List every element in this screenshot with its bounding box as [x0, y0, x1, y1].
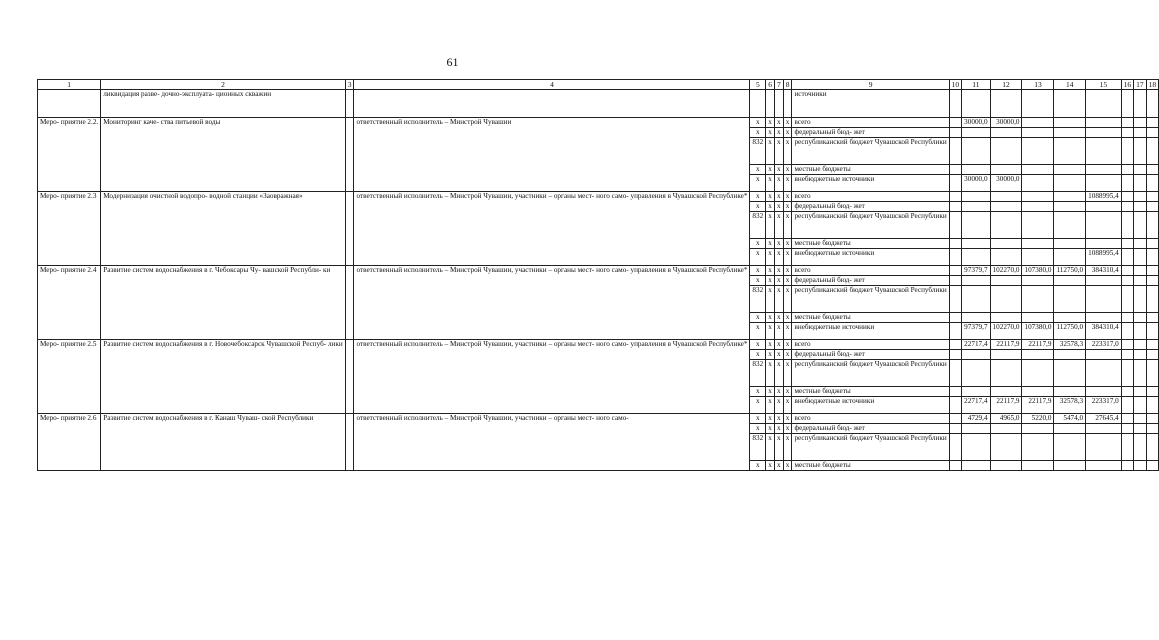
- target-code: x: [774, 434, 783, 461]
- funding-source: федеральный бюд- жет: [792, 424, 949, 434]
- target-code: x: [774, 414, 783, 424]
- expense-type: x: [783, 340, 792, 350]
- value-cell: 32578,3: [1054, 340, 1086, 350]
- value-cell: [1022, 202, 1054, 212]
- value-cell: [1086, 424, 1122, 434]
- value-cell: [962, 249, 990, 266]
- value-cell: [1054, 461, 1086, 471]
- section-code: x: [766, 340, 775, 350]
- funding-source: источники: [792, 90, 949, 118]
- value-cell: [962, 286, 990, 313]
- value-cell: 32578,3: [1054, 397, 1086, 414]
- budget-code: x: [750, 175, 766, 192]
- value-cell: [1086, 239, 1122, 249]
- value-cell: 97379,7: [962, 266, 990, 276]
- value-cell: 22117,9: [1022, 397, 1054, 414]
- value-cell: [990, 360, 1022, 387]
- section-code: x: [766, 286, 775, 313]
- col-header: 14: [1054, 80, 1086, 90]
- value-cell: [990, 202, 1022, 212]
- activity-name: ликвидация разве- дочно-эксплуата- ционных скважин: [101, 90, 346, 118]
- target-code: x: [774, 266, 783, 276]
- col-header: 6: [766, 80, 775, 90]
- value-cell: [1022, 350, 1054, 360]
- col-header: 5: [750, 80, 766, 90]
- funding-source: республиканский бюджет Чувашской Республики: [792, 212, 949, 239]
- budget-code: x: [750, 340, 766, 350]
- value-cell: [1054, 350, 1086, 360]
- budget-code: x: [750, 414, 766, 424]
- budget-code: x: [750, 424, 766, 434]
- value-cell: [1022, 175, 1054, 192]
- target-code: x: [774, 249, 783, 266]
- value-cell: 102270,0: [990, 323, 1022, 340]
- value-cell: [990, 461, 1022, 471]
- budget-code: x: [750, 276, 766, 286]
- value-cell: [1086, 276, 1122, 286]
- value-cell: [990, 313, 1022, 323]
- value-cell: [962, 276, 990, 286]
- value-cell: 22117,9: [990, 340, 1022, 350]
- target-code: x: [774, 128, 783, 138]
- expense-type: x: [783, 276, 792, 286]
- value-cell: [1022, 128, 1054, 138]
- target-code: x: [774, 461, 783, 471]
- value-cell: [1054, 128, 1086, 138]
- section-code: x: [766, 165, 775, 175]
- budget-code: x: [750, 387, 766, 397]
- expense-type: x: [783, 266, 792, 276]
- page-number: 61: [446, 55, 459, 69]
- value-cell: [1054, 276, 1086, 286]
- budget-code: x: [750, 192, 766, 202]
- value-cell: [990, 192, 1022, 202]
- col-header: 13: [1022, 80, 1054, 90]
- value-cell: 102270,0: [990, 266, 1022, 276]
- value-cell: [1054, 165, 1086, 175]
- value-cell: [990, 387, 1022, 397]
- expense-type: x: [783, 118, 792, 128]
- responsible-executor: ответственный исполнитель – Минстрой Чувашии, участники – органы мест- ного само- управления в Чувашской Республике*: [354, 340, 750, 414]
- value-cell: 30000,0: [962, 175, 990, 192]
- value-cell: [962, 138, 990, 165]
- activity-number: Меро- приятие 2.5: [38, 340, 101, 414]
- value-cell: [1054, 387, 1086, 397]
- value-cell: 223317,0: [1086, 340, 1122, 350]
- value-cell: [962, 461, 990, 471]
- col-header: 7: [774, 80, 783, 90]
- section-code: x: [766, 414, 775, 424]
- funding-source: республиканский бюджет Чувашской Республики: [792, 138, 949, 165]
- budget-code: x: [750, 350, 766, 360]
- value-cell: [962, 202, 990, 212]
- table-row: [38, 266, 1159, 276]
- section-code: x: [766, 128, 775, 138]
- value-cell: [990, 286, 1022, 313]
- target-code: x: [774, 387, 783, 397]
- value-cell: [1086, 313, 1122, 323]
- col-header: 2: [101, 80, 346, 90]
- section-code: x: [766, 323, 775, 340]
- col-header: 17: [1134, 80, 1147, 90]
- target-code: x: [774, 424, 783, 434]
- value-cell: [1054, 192, 1086, 202]
- table-row: [38, 340, 1159, 350]
- program-table: [37, 79, 1159, 471]
- col-header: 11: [962, 80, 990, 90]
- section-code: x: [766, 350, 775, 360]
- value-cell: [1054, 424, 1086, 434]
- expense-type: x: [783, 434, 792, 461]
- section-code: x: [766, 202, 775, 212]
- value-cell: [1054, 138, 1086, 165]
- responsible-executor: ответственный исполнитель – Минстрой Чувашии: [354, 118, 750, 192]
- budget-code: x: [750, 239, 766, 249]
- value-cell: [1086, 175, 1122, 192]
- expense-type: x: [783, 165, 792, 175]
- budget-code: 832: [750, 434, 766, 461]
- target-code: x: [774, 286, 783, 313]
- budget-code: 832: [750, 138, 766, 165]
- section-code: x: [766, 138, 775, 165]
- funding-source: местные бюджеты: [792, 165, 949, 175]
- value-cell: 97379,7: [962, 323, 990, 340]
- table-row: [38, 90, 1159, 118]
- col-header: 3: [345, 80, 354, 90]
- funding-source: внебюджетные источники: [792, 249, 949, 266]
- value-cell: [1054, 202, 1086, 212]
- expense-type: x: [783, 461, 792, 471]
- target-code: x: [774, 118, 783, 128]
- expense-type: x: [783, 397, 792, 414]
- value-cell: 30000,0: [990, 118, 1022, 128]
- target-code: x: [774, 360, 783, 387]
- target-code: x: [774, 276, 783, 286]
- value-cell: [1022, 165, 1054, 175]
- target-code: x: [774, 323, 783, 340]
- funding-source: внебюджетные источники: [792, 175, 949, 192]
- budget-code: 832: [750, 360, 766, 387]
- budget-code: x: [750, 266, 766, 276]
- section-code: x: [766, 360, 775, 387]
- funding-source: федеральный бюд- жет: [792, 128, 949, 138]
- expense-type: x: [783, 323, 792, 340]
- value-cell: 112750,0: [1054, 266, 1086, 276]
- value-cell: [1022, 387, 1054, 397]
- section-code: x: [766, 387, 775, 397]
- value-cell: [1086, 212, 1122, 239]
- budget-code: 832: [750, 212, 766, 239]
- col-header: 10: [949, 80, 962, 90]
- budget-code: x: [750, 165, 766, 175]
- section-code: x: [766, 313, 775, 323]
- funding-source: местные бюджеты: [792, 239, 949, 249]
- budget-code: x: [750, 128, 766, 138]
- expense-type: x: [783, 414, 792, 424]
- value-cell: [990, 128, 1022, 138]
- value-cell: 384310,4: [1086, 323, 1122, 340]
- funding-source: федеральный бюд- жет: [792, 276, 949, 286]
- funding-source: всего: [792, 414, 949, 424]
- value-cell: [962, 313, 990, 323]
- value-cell: [1022, 212, 1054, 239]
- activity-name: Развитие систем водоснабжения в г. Канаш Чуваш- ской Республики: [101, 414, 346, 471]
- value-cell: [1054, 249, 1086, 266]
- target-code: x: [774, 212, 783, 239]
- value-cell: [990, 212, 1022, 239]
- section-code: x: [766, 434, 775, 461]
- funding-source: внебюджетные источники: [792, 323, 949, 340]
- value-cell: [1086, 128, 1122, 138]
- section-code: x: [766, 212, 775, 239]
- expense-type: x: [783, 175, 792, 192]
- responsible-executor: ответственный исполнитель – Минстрой Чувашии, участники – органы мест- ного само- управления в Чувашской Республике*: [354, 192, 750, 266]
- value-cell: [962, 434, 990, 461]
- value-cell: [1086, 461, 1122, 471]
- value-cell: [1054, 239, 1086, 249]
- activity-number: Меро- приятие 2.4: [38, 266, 101, 340]
- section-code: x: [766, 397, 775, 414]
- table-row: [38, 414, 1159, 424]
- target-code: x: [774, 192, 783, 202]
- value-cell: [1022, 434, 1054, 461]
- table-row: [38, 118, 1159, 128]
- activity-name: Развитие систем водоснабжения в г. Новочебоксарск Чувашской Респуб- лики: [101, 340, 346, 414]
- funding-source: республиканский бюджет Чувашской Республики: [792, 286, 949, 313]
- value-cell: [1022, 313, 1054, 323]
- value-cell: [1086, 165, 1122, 175]
- value-cell: [1022, 360, 1054, 387]
- target-code: x: [774, 239, 783, 249]
- value-cell: 107380,0: [1022, 323, 1054, 340]
- funding-source: всего: [792, 118, 949, 128]
- activity-name: Модернизация очистной водопро- водной станции «Заовражная»: [101, 192, 346, 266]
- funding-source: всего: [792, 340, 949, 350]
- target-code: x: [774, 165, 783, 175]
- value-cell: [962, 360, 990, 387]
- value-cell: 112750,0: [1054, 323, 1086, 340]
- value-cell: [1086, 360, 1122, 387]
- budget-code: x: [750, 461, 766, 471]
- responsible-executor: ответственный исполнитель – Минстрой Чувашии, участники – органы мест- ного само- управления в Чувашской Республике*: [354, 266, 750, 340]
- value-cell: 107380,0: [1022, 266, 1054, 276]
- col-header: 12: [990, 80, 1022, 90]
- value-cell: [990, 434, 1022, 461]
- expense-type: x: [783, 202, 792, 212]
- value-cell: [990, 249, 1022, 266]
- funding-source: местные бюджеты: [792, 387, 949, 397]
- budget-code: x: [750, 323, 766, 340]
- value-cell: [1054, 313, 1086, 323]
- expense-type: x: [783, 138, 792, 165]
- expense-type: x: [783, 286, 792, 313]
- value-cell: [1086, 138, 1122, 165]
- funding-source: республиканский бюджет Чувашской Республики: [792, 360, 949, 387]
- col-header: 18: [1146, 80, 1159, 90]
- section-code: x: [766, 175, 775, 192]
- value-cell: [990, 424, 1022, 434]
- expense-type: x: [783, 313, 792, 323]
- value-cell: [1086, 434, 1122, 461]
- expense-type: x: [783, 212, 792, 239]
- value-cell: [1022, 286, 1054, 313]
- value-cell: 22117,9: [1022, 340, 1054, 350]
- value-cell: [1086, 286, 1122, 313]
- value-cell: [962, 212, 990, 239]
- budget-code: x: [750, 397, 766, 414]
- value-cell: [1086, 202, 1122, 212]
- funding-source: республиканский бюджет Чувашской Республики: [792, 434, 949, 461]
- value-cell: [1054, 434, 1086, 461]
- target-code: x: [774, 313, 783, 323]
- value-cell: 1088995,4: [1086, 192, 1122, 202]
- responsible-executor: ответственный исполнитель – Минстрой Чувашии, участники – органы мест- ного само-: [354, 414, 750, 471]
- value-cell: [962, 350, 990, 360]
- expense-type: x: [783, 360, 792, 387]
- section-code: x: [766, 118, 775, 128]
- activity-name: Развитие систем водоснабжения в г. Чебоксары Чу- вашской Республи- ки: [101, 266, 346, 340]
- expense-type: x: [783, 192, 792, 202]
- col-header: 1: [38, 80, 101, 90]
- value-cell: [962, 128, 990, 138]
- value-cell: 4729,4: [962, 414, 990, 424]
- funding-source: федеральный бюд- жет: [792, 350, 949, 360]
- value-cell: 22717,4: [962, 340, 990, 350]
- expense-type: x: [783, 424, 792, 434]
- section-code: x: [766, 192, 775, 202]
- section-code: x: [766, 461, 775, 471]
- funding-source: федеральный бюд- жет: [792, 202, 949, 212]
- expense-type: x: [783, 239, 792, 249]
- budget-code: x: [750, 313, 766, 323]
- value-cell: [1054, 360, 1086, 387]
- target-code: x: [774, 202, 783, 212]
- value-cell: [1054, 286, 1086, 313]
- expense-type: x: [783, 249, 792, 266]
- section-code: x: [766, 424, 775, 434]
- target-code: x: [774, 397, 783, 414]
- value-cell: [990, 138, 1022, 165]
- section-code: x: [766, 249, 775, 266]
- value-cell: [990, 276, 1022, 286]
- col-header: 16: [1121, 80, 1134, 90]
- expense-type: x: [783, 128, 792, 138]
- value-cell: [1022, 192, 1054, 202]
- value-cell: [1022, 239, 1054, 249]
- col-header: 4: [354, 80, 750, 90]
- section-code: x: [766, 239, 775, 249]
- funding-source: внебюджетные источники: [792, 397, 949, 414]
- value-cell: [990, 239, 1022, 249]
- value-cell: [990, 350, 1022, 360]
- budget-code: x: [750, 249, 766, 266]
- funding-source: всего: [792, 192, 949, 202]
- value-cell: 5220,0: [1022, 414, 1054, 424]
- target-code: x: [774, 138, 783, 165]
- value-cell: [1054, 212, 1086, 239]
- value-cell: [1086, 118, 1122, 128]
- expense-type: x: [783, 350, 792, 360]
- value-cell: [1022, 249, 1054, 266]
- table-row: [38, 192, 1159, 202]
- budget-code: 832: [750, 286, 766, 313]
- activity-name: Мониторинг каче- ства питьевой воды: [101, 118, 346, 192]
- expense-type: x: [783, 387, 792, 397]
- value-cell: [1022, 138, 1054, 165]
- value-cell: [1022, 424, 1054, 434]
- value-cell: 22717,4: [962, 397, 990, 414]
- value-cell: 30000,0: [962, 118, 990, 128]
- value-cell: [1022, 118, 1054, 128]
- value-cell: [1022, 276, 1054, 286]
- value-cell: [1054, 118, 1086, 128]
- value-cell: [990, 165, 1022, 175]
- value-cell: 4965,0: [990, 414, 1022, 424]
- value-cell: [1054, 175, 1086, 192]
- section-code: x: [766, 266, 775, 276]
- value-cell: [962, 424, 990, 434]
- col-header: 15: [1086, 80, 1122, 90]
- col-header: 8: [783, 80, 792, 90]
- value-cell: [962, 387, 990, 397]
- section-code: x: [766, 276, 775, 286]
- activity-number: Меро- приятие 2.6: [38, 414, 101, 471]
- target-code: x: [774, 350, 783, 360]
- budget-code: x: [750, 118, 766, 128]
- value-cell: [962, 239, 990, 249]
- budget-code: x: [750, 202, 766, 212]
- value-cell: 27645,4: [1086, 414, 1122, 424]
- value-cell: 1088995,4: [1086, 249, 1122, 266]
- value-cell: 22117,9: [990, 397, 1022, 414]
- value-cell: 5474,0: [1054, 414, 1086, 424]
- target-code: x: [774, 340, 783, 350]
- value-cell: 384310,4: [1086, 266, 1122, 276]
- funding-source: всего: [792, 266, 949, 276]
- value-cell: [962, 165, 990, 175]
- activity-number: Меро- приятие 2.3: [38, 192, 101, 266]
- value-cell: [962, 192, 990, 202]
- column-number-row: [38, 80, 1159, 90]
- funding-source: местные бюджеты: [792, 461, 949, 471]
- value-cell: 30000,0: [990, 175, 1022, 192]
- value-cell: 223317,0: [1086, 397, 1122, 414]
- target-code: x: [774, 175, 783, 192]
- value-cell: [1022, 461, 1054, 471]
- activity-number: Меро- приятие 2.2.: [38, 118, 101, 192]
- funding-source: местные бюджеты: [792, 313, 949, 323]
- value-cell: [1086, 387, 1122, 397]
- col-header: 9: [792, 80, 949, 90]
- value-cell: [1086, 350, 1122, 360]
